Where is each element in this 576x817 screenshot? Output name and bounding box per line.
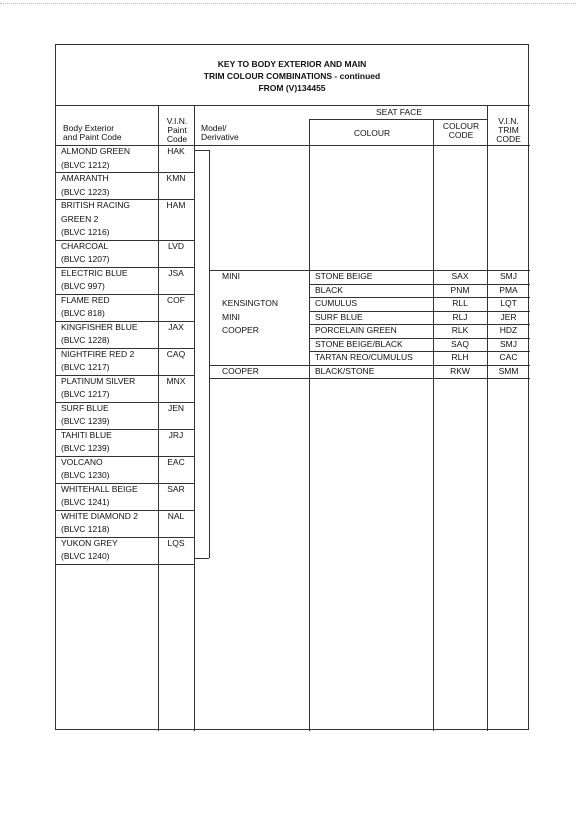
model-derivative: MINI: [222, 271, 240, 281]
body-colour-line: NIGHTFIRE RED 2: [61, 348, 135, 359]
trim-colour-code: RLK: [451, 325, 469, 335]
trim-vin-code: SMJ: [500, 271, 517, 281]
paint-code: MNX: [166, 375, 186, 386]
trim-colour-code: RLL: [452, 298, 468, 308]
bracket-top: [194, 150, 209, 151]
body-colour-line: WHITEHALL BEIGE: [61, 483, 138, 494]
paint-code: LVD: [168, 240, 184, 251]
page-top-dotted-rule: [0, 3, 576, 4]
bracket-bottom: [194, 558, 209, 559]
trim-colour: BLACK/STONE: [315, 365, 375, 376]
body-colour-line: BRITISH RACING: [61, 200, 130, 210]
body-colour-line: (BLVC 997): [61, 281, 105, 291]
paint-code: JSA: [168, 267, 184, 278]
header-vin-paint-code: V.I.N. Paint Code: [166, 116, 188, 144]
paint-code: HAK: [167, 146, 185, 156]
body-colour-line: (BLVC 1223): [61, 186, 110, 197]
model-derivative: COOPER: [222, 325, 259, 335]
header-seat-face: SEAT FACE: [376, 107, 422, 117]
body-colour-line: (BLVC 1217): [61, 362, 110, 372]
body-colour-line: CHARCOAL: [61, 240, 109, 251]
trim-vin-code: CAC: [499, 352, 518, 362]
table-title: [56, 58, 528, 94]
paint-code: SAR: [167, 483, 185, 494]
body-colour-line: AMARANTH: [61, 173, 109, 183]
paint-code: JRJ: [168, 429, 184, 440]
trim-colour: PORCELAIN GREEN: [315, 325, 397, 335]
title-line-3: FROM (V)134455: [258, 83, 326, 93]
body-colour-line: (BLVC 1241): [61, 497, 110, 507]
trim-colour-code: PNM: [450, 284, 470, 295]
body-colour-line: ALMOND GREEN: [61, 146, 130, 156]
paint-code: JEN: [167, 402, 185, 413]
paint-code: EAC: [167, 456, 185, 467]
trim-colour: TARTAN REO/CUMULUS: [315, 352, 413, 362]
body-colour-line: (BLVC 1212): [61, 159, 110, 170]
body-colour-line: (BLVC 1217): [61, 389, 110, 399]
model-group-bottom: [209, 378, 309, 379]
trim-colour: CUMULUS: [315, 298, 358, 308]
body-colour-line: ELECTRIC BLUE: [61, 267, 128, 278]
paint-code: LQS: [167, 537, 185, 548]
body-colour-line: TAHITI BLUE: [61, 429, 112, 440]
trim-vin-code: SMM: [498, 365, 519, 376]
body-colour-line: WHITE DIAMOND 2: [61, 510, 138, 521]
body-colour-line: (BLVC 1240): [61, 551, 110, 561]
column-rule-model: [194, 105, 195, 731]
paint-code: JAX: [168, 321, 184, 332]
body-colour-line: (BLVC 1239): [61, 443, 110, 453]
header-body-exterior: Body Exterior and Paint Code: [63, 123, 122, 142]
column-rule-vin-trim: [487, 105, 488, 731]
header-colour: COLOUR: [353, 128, 391, 138]
body-colour-line: FLAME RED: [61, 294, 110, 305]
body-colour-line: PLATINUM SILVER: [61, 375, 136, 386]
trim-vin-code: HDZ: [499, 325, 518, 335]
model-derivative: KENSINGTON: [222, 298, 279, 308]
trim-colour-code: RKW: [450, 365, 470, 376]
body-colour-line: (BLVC 1228): [61, 335, 110, 345]
colour-combination-table: [55, 44, 529, 730]
paint-code: COF: [167, 294, 185, 305]
bracket-vertical: [209, 150, 210, 558]
header-vin-trim-code: V.I.N. TRIM CODE: [496, 116, 521, 144]
trim-colour: BLACK: [315, 284, 343, 295]
paint-code: KMN: [166, 173, 186, 183]
model-derivative: COOPER: [222, 365, 259, 376]
body-colour-line: (BLVC 1218): [61, 524, 110, 534]
body-colour-line: (BLVC 818): [61, 308, 105, 318]
header-model-derivative: Model/ Derivative: [201, 123, 239, 142]
trim-colour: STONE BEIGE/BLACK: [315, 338, 403, 349]
trim-colour-code: SAQ: [451, 338, 469, 349]
paint-code: NAL: [167, 510, 185, 521]
seat-face-divider: [309, 119, 487, 120]
body-colour-line: (BLVC 1230): [61, 470, 110, 480]
trim-row-divider: [309, 378, 530, 379]
model-derivative: MINI: [222, 311, 240, 322]
trim-vin-code: LQT: [500, 298, 517, 308]
trim-vin-code: PMA: [499, 284, 518, 295]
trim-vin-code: SMJ: [500, 338, 517, 349]
body-colour-line: (BLVC 1239): [61, 416, 110, 426]
body-colour-line: VOLCANO: [61, 456, 103, 467]
body-colour-line: KINGFISHER BLUE: [61, 321, 138, 332]
body-colour-row-divider: [56, 564, 194, 565]
body-colour-line: GREEN 2: [61, 213, 99, 224]
trim-vin-code: JER: [500, 311, 517, 322]
title-line-2: TRIM COLOUR COMBINATIONS - continued: [203, 71, 381, 81]
body-colour-line: (BLVC 1216): [61, 227, 110, 237]
body-colour-line: SURF BLUE: [61, 402, 109, 413]
paint-code: HAM: [166, 200, 186, 210]
trim-colour-code: RLH: [451, 352, 469, 362]
header-colour-code: COLOUR CODE: [442, 121, 480, 140]
title-divider: [56, 105, 530, 106]
body-colour-line: YUKON GREY: [61, 537, 118, 548]
body-colour-line: (BLVC 1207): [61, 254, 110, 264]
trim-colour-code: RLJ: [452, 311, 468, 322]
column-rule-colour-code: [433, 119, 434, 731]
trim-colour: SURF BLUE: [315, 311, 363, 322]
trim-colour: STONE BEIGE: [315, 271, 373, 281]
paint-code: CAQ: [166, 348, 186, 359]
title-line-1: KEY TO BODY EXTERIOR AND MAIN: [217, 59, 367, 69]
column-rule-colour: [309, 119, 310, 731]
trim-colour-code: SAX: [451, 271, 469, 281]
